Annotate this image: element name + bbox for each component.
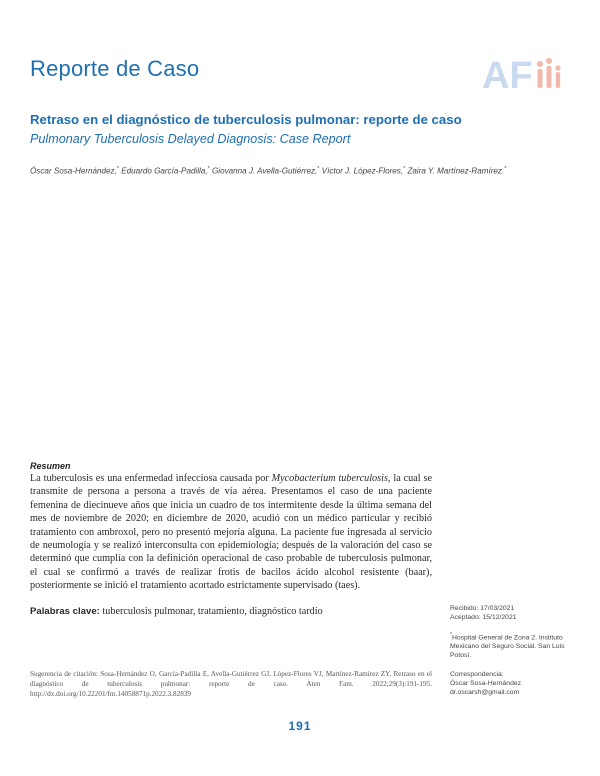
author-mark: * — [504, 166, 507, 172]
logo-text: AF — [482, 55, 533, 94]
correspondence-email[interactable]: dr.oscarsh@gmail.com — [450, 689, 520, 696]
page-number: 191 — [288, 719, 312, 733]
author: Eduardo García-Padilla, — [121, 166, 208, 176]
author-mark: * — [207, 166, 210, 172]
author: Zaira Y. Martínez-Ramírez. — [407, 166, 505, 176]
article-title: Retraso en el diagnóstico de tuberculosis pulmonar: reporte de caso — [30, 112, 462, 127]
dates — [450, 604, 580, 622]
author: Víctor J. López-Flores, — [321, 166, 404, 176]
affiliation-mark: * — [450, 632, 452, 638]
keywords-label: Palabras clave: — [30, 606, 100, 617]
author: Óscar Sosa-Hernández, — [30, 166, 117, 176]
keywords — [30, 606, 432, 617]
keywords-value: tuberculosis pulmonar, tratamiento, diagnóstico tardío — [99, 606, 323, 617]
logo-figures — [537, 58, 561, 88]
author-mark: * — [317, 166, 320, 172]
section-label: Reporte de Caso — [30, 56, 200, 81]
author-mark: * — [116, 166, 119, 172]
article-subtitle: Pulmonary Tuberculosis Delayed Diagnosis: Case Report — [30, 132, 351, 146]
affiliation — [450, 631, 580, 660]
correspondence-name: Óscar Sosa-Hernández — [450, 680, 522, 687]
correspondence — [450, 670, 580, 697]
organism-name: Mycobacterium tuberculosis — [271, 473, 388, 484]
accepted-date: Aceptado: 15/12/2021 — [450, 614, 517, 621]
abstract-text: , la cual se transmite de persona a persona a través de vía aérea. Presentamos el caso de una paciente femenina de diecinueve años que inicia un cuadro de tos intermitente desde la última semana del mes de noviembre de 2020; en diciembre de 2020, acudió con un médico particular y recibió tratamiento con ambroxol, pero no presentó mejoría alguna. La paciente fue ingresada al servicio de neumología y se realizó interconsulta con epidemiología; después de la valoración del caso se determinó que cumplía con la definición operacional de caso probable de tuberculosis pulmonar, el cual se confirmó a través de realizar frotis de bacilos ácido alcohol resistente (baar), posteriormente se inició el tratamiento acortado estrictamente supervisado (taes). — [30, 473, 432, 592]
journal-logo — [482, 52, 562, 94]
abstract — [30, 461, 432, 593]
abstract-heading: Resumen — [30, 461, 71, 471]
abstract-body — [30, 472, 432, 593]
author-list — [30, 166, 580, 176]
author-mark: * — [403, 166, 406, 172]
abstract-text: La tuberculosis es una enfermedad infecciosa causada por — [30, 473, 272, 484]
citation: Sugerencia de citación: Sosa-Hernández O, García-Padilla E, Avella-Gutiérrez GJ, López-Flores VJ, Martínez-Ramírez ZY. Retraso en el diagnóstico de tuberculosis pulmonar: reporte de caso. Aten Fam. 2022;29(3):191-195. http://dx.doi.org/10.22201/fm.14058871p.2022.3.82839 — [30, 670, 432, 698]
author: Giovanna J. Avella-Gutiérrez, — [212, 166, 318, 176]
correspondence-label: Correspondencia: — [450, 671, 504, 678]
received-date: Recibido: 17/03/2021 — [450, 605, 515, 612]
affiliation-text: Hospital General de Zona 2. Instituto Mexicano del Seguro Social. San Luis Potosí. — [450, 634, 565, 660]
